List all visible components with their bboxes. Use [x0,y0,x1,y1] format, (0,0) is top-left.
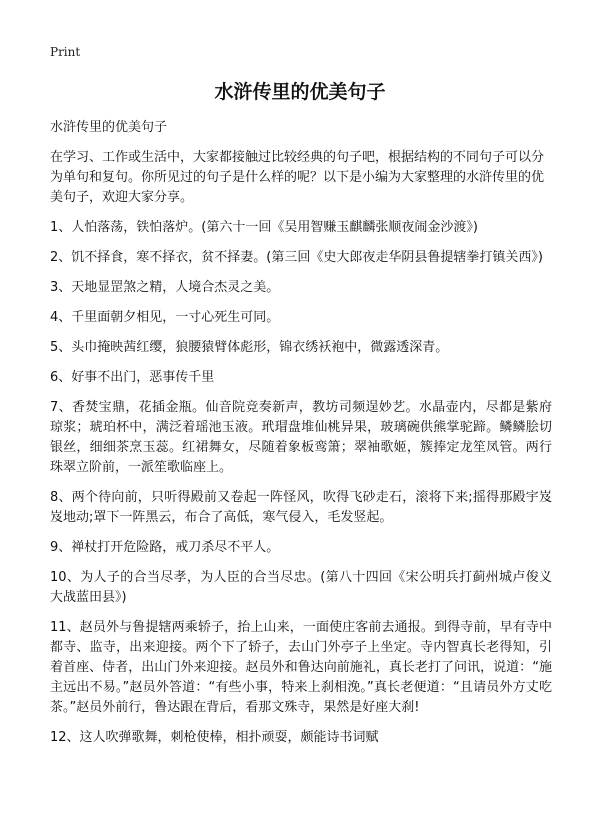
sentence-item: 7、香焚宝鼎，花插金瓶。仙音院竞奏新声，教坊司频逞妙艺。水晶壶内，尽都是紫府琼浆；琥珀杯中，满泛着瑶池玉液。玳瑁盘堆仙桃异果，玻璃碗供熊掌驼蹄。鳞鳞脍切银丝，细细茶烹玉蕊。红裙舞女，尽随着象板鸾箫；翠袖歌姬，簇捧定龙笙凤管。两行珠翠立阶前，一派笙歌临座上。 [50,400,552,475]
sentence-item: 1、人怕落荡，铁怕落炉。(第六十一回《吴用智赚玉麒麟张顺夜闹金沙渡》) [50,220,478,235]
sentence-item: 12、这人吹弹歌舞，刺枪使棒，相扑顽耍，颇能诗书词赋 [50,730,379,745]
intro-paragraph: 在学习、工作或生活中，大家都接触过比较经典的句子吧，根据结构的不同句子可以分为单句和复句。你所见过的句子是什么样的呢？以下是小编为大家整理的水浒传里的优美句子，欢迎大家分享。 [50,150,545,205]
sentence-item: 6、好事不出门，恶事传千里 [50,370,215,385]
sentence-item: 8、两个待向前，只听得殿前又卷起一阵怪风，吹得飞砂走石，滚将下来;摇得那殿宇岌岌地动;罩下一阵黑云，布合了高低，寒气侵入，毛发竖起。 [50,490,552,525]
sentence-item: 10、为人子的合当尽孝，为人臣的合当尽忠。(第八十四回《宋公明兵打蓟州城卢俊义大战蓝田县》) [50,570,552,605]
sentence-item: 3、天地显罡煞之精，人境合杰灵之美。 [50,280,280,295]
sentence-item: 11、赵员外与鲁提辖两乘轿子，抬上山来，一面使庄客前去通报。到得寺前，早有寺中都寺、监寺，出来迎接。两个下了轿子，去山门外亭子上坐定。寺内智真长老得知，引着首座、侍者，出山门外来迎接。赵员外和鲁达向前施礼，真长老打了问讯，说道：“施主远出不易。”赵员外答道：“有些小事，特来上刹相浼。”真长老便道：“且请员外方丈吃茶。”赵员外前行，鲁达跟在背后，看那文殊寺，果然是好座大刹! [50,620,552,715]
document-body [50,118,552,758]
sentence-item: 4、千里面朝夕相见，一寸心死生可同。 [50,310,280,325]
print-link[interactable]: Print [50,45,81,59]
sentence-item: 2、饥不择食，寒不择衣，贫不择妻。(第三回《史大郎夜走华阴县鲁提辖拳打镇关西》) [50,250,543,265]
sentence-item: 5、头巾掩映茜红缨，狼腰猿臂体彪形，锦衣绣袄袍中，微露透深青。 [50,340,449,355]
sentence-item: 9、禅杖打开危险路，戒刀杀尽不平人。 [50,540,280,555]
document-subtitle: 水浒传里的优美句子 [50,120,168,135]
document-title: 水浒传里的优美句子 [214,81,386,103]
